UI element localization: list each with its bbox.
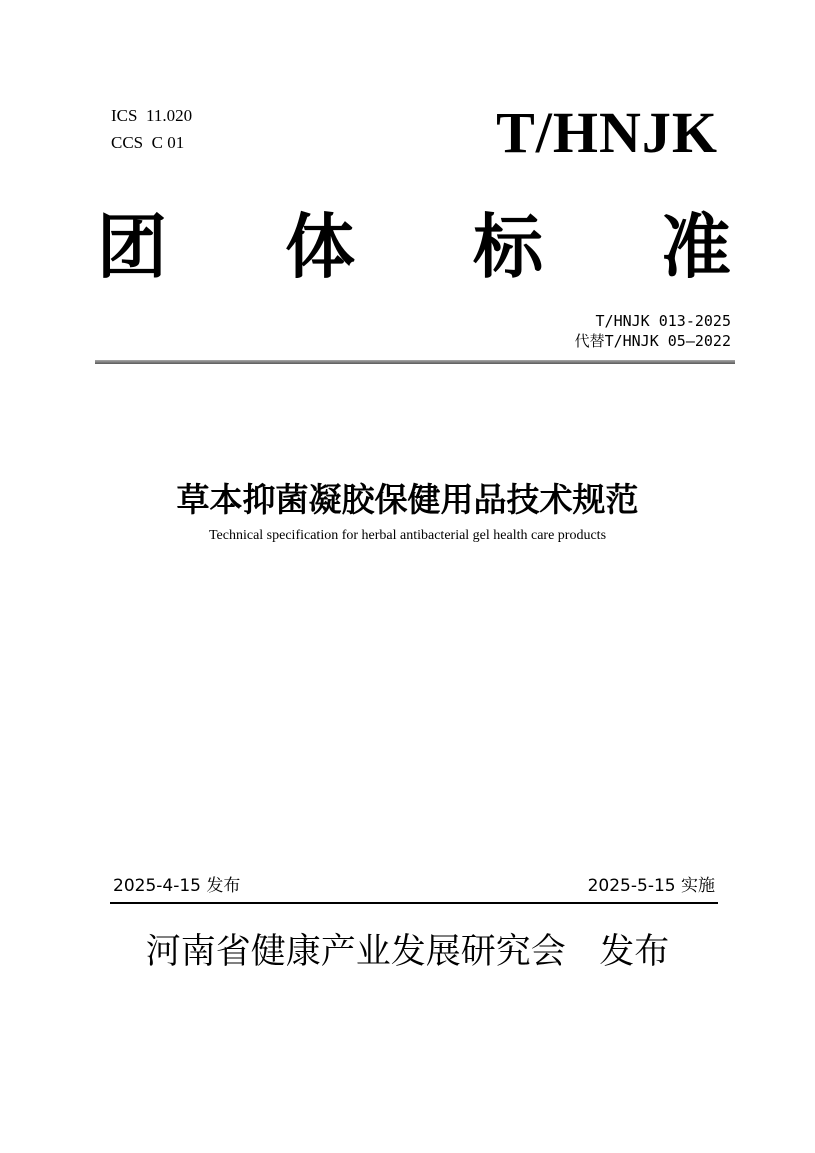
publisher-line — [0, 922, 815, 982]
document-title-zh: 草本抑菌凝胶保健用品技术规范 — [176, 480, 639, 519]
ics-row — [111, 102, 192, 129]
publish-label: 发布 — [599, 932, 670, 972]
publisher-name: 河南省健康产业发展研究会 — [145, 932, 566, 972]
document-title-en: Technical specification for herbal antibacterial gel health care products — [208, 528, 607, 543]
standard-type-char: 体 — [285, 205, 355, 288]
issue-date: 2025-4-15 发布 — [113, 876, 241, 896]
standard-type-heading — [97, 196, 731, 286]
ics-label: ICS — [111, 106, 138, 125]
classification-codes — [111, 102, 192, 156]
dates-row — [113, 873, 715, 899]
footer-divider — [110, 902, 718, 904]
replaces-number: 代替T/HNJK 05—2022 — [574, 332, 731, 350]
ccs-row — [111, 129, 192, 156]
standard-type-char: 团 — [97, 205, 167, 288]
standard-type-char: 标 — [473, 205, 543, 288]
standard-numbers — [575, 311, 731, 351]
standard-number: T/HNJK 013-2025 — [595, 312, 731, 330]
header-divider — [95, 360, 735, 364]
organization-code: T/HNJK — [496, 100, 718, 165]
ccs-label: CCS — [111, 133, 144, 152]
standard-type-char: 准 — [661, 205, 731, 288]
ccs-value: C 01 — [151, 133, 185, 152]
implement-date: 2025-5-15 实施 — [587, 876, 715, 896]
ics-value: 11.020 — [145, 106, 193, 125]
